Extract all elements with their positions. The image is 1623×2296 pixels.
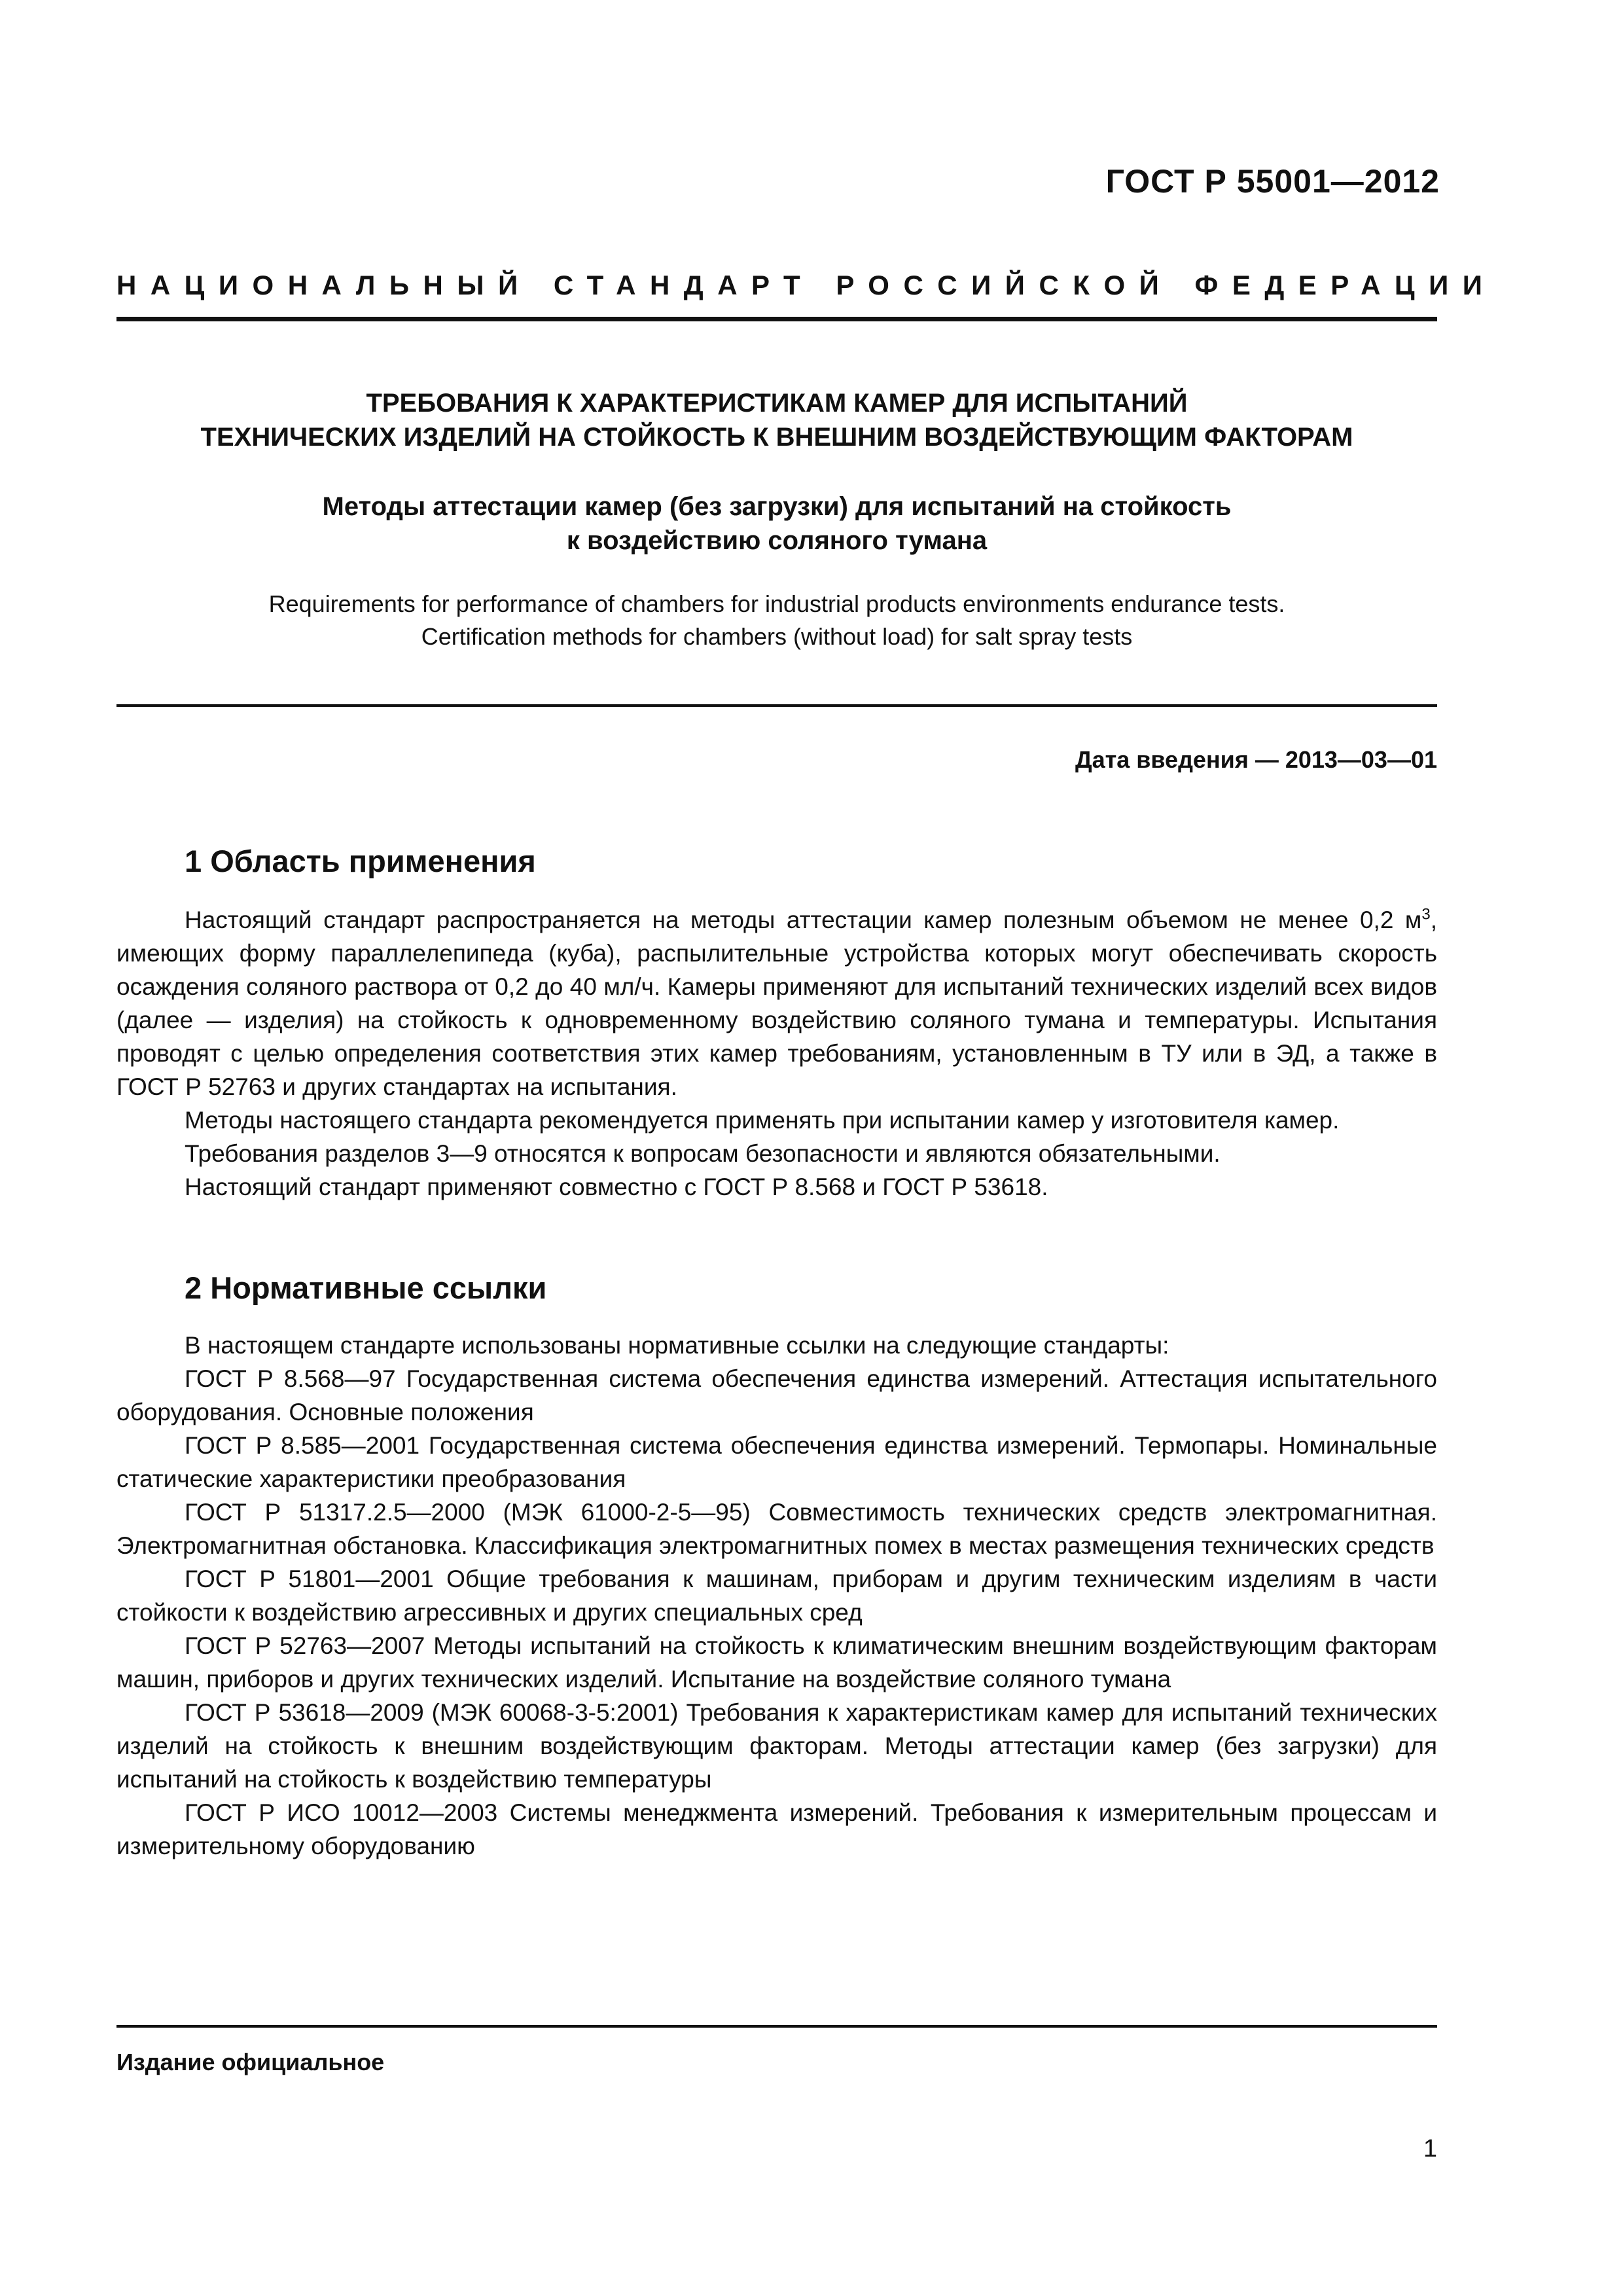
normative-reference: ГОСТ Р 8.568—97 Государственная система обеспечения единства измерений. Аттестация испытательного оборудования. Основные положения (116, 1365, 1437, 1426)
footer-divider (116, 2025, 1437, 2028)
normative-reference: ГОСТ Р 52763—2007 Методы испытаний на стойкость к климатическим внешним воздействующим факторам машин, приборов и других технических изделий. Испытание на воздействие соляного тумана (116, 1632, 1437, 1693)
header-divider (116, 317, 1437, 321)
normative-reference: ГОСТ Р 8.585—2001 Государственная система обеспечения единства измерений. Термопары. Номинальные статические характеристики преобразования (116, 1432, 1437, 1492)
normative-reference: ГОСТ Р 51801—2001 Общие требования к машинам, приборам и другим техническим изделиям в части стойкости к воздействию агрессивных и других специальных сред (116, 1566, 1437, 1626)
english-title-line-2: Certification methods for chambers (without load) for salt spray tests (421, 623, 1133, 650)
section-2-heading: 2 Нормативные ссылки (185, 1270, 547, 1305)
subtitle-line-1: Методы аттестации камер (без загрузки) для испытаний на стойкость (322, 492, 1232, 521)
title-divider (116, 704, 1437, 707)
page-number: 1 (1423, 2135, 1437, 2162)
document-title (116, 386, 1437, 454)
english-title-line-1: Requirements for performance of chambers for industrial products environments endurance tests. (268, 590, 1285, 617)
national-standard-banner: НАЦИОНАЛЬНЫЙ СТАНДАРТ РОССИЙСКОЙ ФЕДЕРАЦИИ (116, 270, 1497, 300)
document-code: ГОСТ Р 55001—2012 (1105, 163, 1440, 200)
official-edition-label: Издание официальное (116, 2049, 385, 2075)
subtitle-line-2: к воздействию соляного тумана (566, 526, 988, 555)
normative-reference: ГОСТ Р ИСО 10012—2003 Системы менеджмента измерений. Требования к измерительным процессам и измерительному оборудованию (116, 1799, 1437, 1859)
english-title (116, 588, 1437, 653)
normative-reference: ГОСТ Р 51317.2.5—2000 (МЭК 61000-2-5—95) Совместимость технических средств электромагнитная. Электромагнитная обстановка. Классификация электромагнитных помех в местах размещения технических средств (116, 1499, 1437, 1559)
document-subtitle (116, 490, 1437, 558)
section-1-paragraph: Настоящий стандарт применяют совместно с ГОСТ Р 8.568 и ГОСТ Р 53618. (185, 1174, 1048, 1200)
section-1-heading: 1 Область применения (185, 844, 536, 878)
section-1-paragraph: Требования разделов 3—9 относятся к вопросам безопасности и являются обязательными. (185, 1140, 1221, 1167)
section-1-paragraph: Настоящий стандарт распространяется на методы аттестации камер полезным объемом не менее 0,2 $м^3$, имеющих форму параллелепипеда (куба), распылительные устройства которых могут обеспечивать скорость осаждения соляного раствора от 0,2 до 40 мл/ч. Камеры применяют для испытаний технических изделий всех видов (далее — изделия) на стойкость к одновременному воздействию соляного тумана и температуры. Испытания проводят с целью определения соответствия этих камер требованиям, установленным в ТУ или в ЭД, а также в ГОСТ Р 52763 и других стандартах на испытания. (116, 905, 1437, 1100)
introduction-date: Дата введения — 2013—03—01 (1075, 746, 1437, 773)
title-line-1: ТРЕБОВАНИЯ К ХАРАКТЕРИСТИКАМ КАМЕР ДЛЯ ИСПЫТАНИЙ (366, 389, 1188, 418)
section-2-intro: В настоящем стандарте использованы нормативные ссылки на следующие стандарты: (185, 1332, 1169, 1359)
section-1-paragraph: Методы настоящего стандарта рекомендуется применять при испытании камер у изготовителя камер. (185, 1107, 1340, 1134)
normative-reference: ГОСТ Р 53618—2009 (МЭК 60068-3-5:2001) Требования к характеристикам камер для испытаний технических изделий на стойкость к внешним воздействующим факторам. Методы аттестации камер (без загрузки) для испытаний на стойкость к воздействию температуры (116, 1699, 1437, 1793)
section-1-body (116, 903, 1437, 1204)
section-2-body (116, 1329, 1437, 1863)
superscript: 3 (1421, 905, 1431, 924)
title-line-2: ТЕХНИЧЕСКИХ ИЗДЕЛИЙ НА СТОЙКОСТЬ К ВНЕШНИМ ВОЗДЕЙСТВУЮЩИМ ФАКТОРАМ (200, 423, 1353, 452)
